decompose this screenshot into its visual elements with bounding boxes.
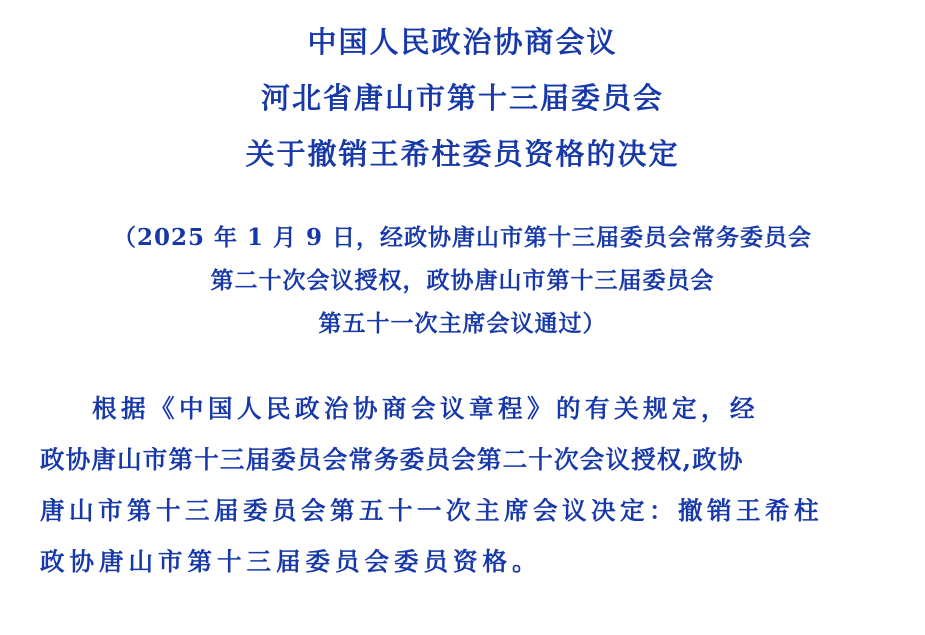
subtitle-line-1: （2025 年 1 月 9 日，经政协唐山市第十三届委员会常务委员会 [112,224,813,251]
subtitle-line-2: 第二十次会议授权，政协唐山市第十三届委员会 [210,267,715,294]
title-line-2: 河北省唐山市第十三届委员会 [260,81,664,115]
body-line-4: 政协唐山市第十三届委员会委员资格。 [40,547,542,576]
title-line-3: 关于撤销王希柱委员资格的决定 [245,137,680,171]
title-line-1: 中国人民政治协商会议 [307,25,618,59]
body-line-3: 唐山市第十三届委员会第五十一次主席会议决定：撤销王希柱 [40,496,823,525]
subtitle-line-3: 第五十一次主席会议通过） [318,310,607,337]
document-body [40,383,885,587]
document-title [40,14,885,182]
body-line-2: 政协唐山市第十三届委员会常务委员会第二十次会议授权,政协 [40,445,744,474]
document-subtitle [40,216,885,345]
body-line-1: 根据《中国人民政治协商会议章程》的有关规定，经 [92,394,759,423]
